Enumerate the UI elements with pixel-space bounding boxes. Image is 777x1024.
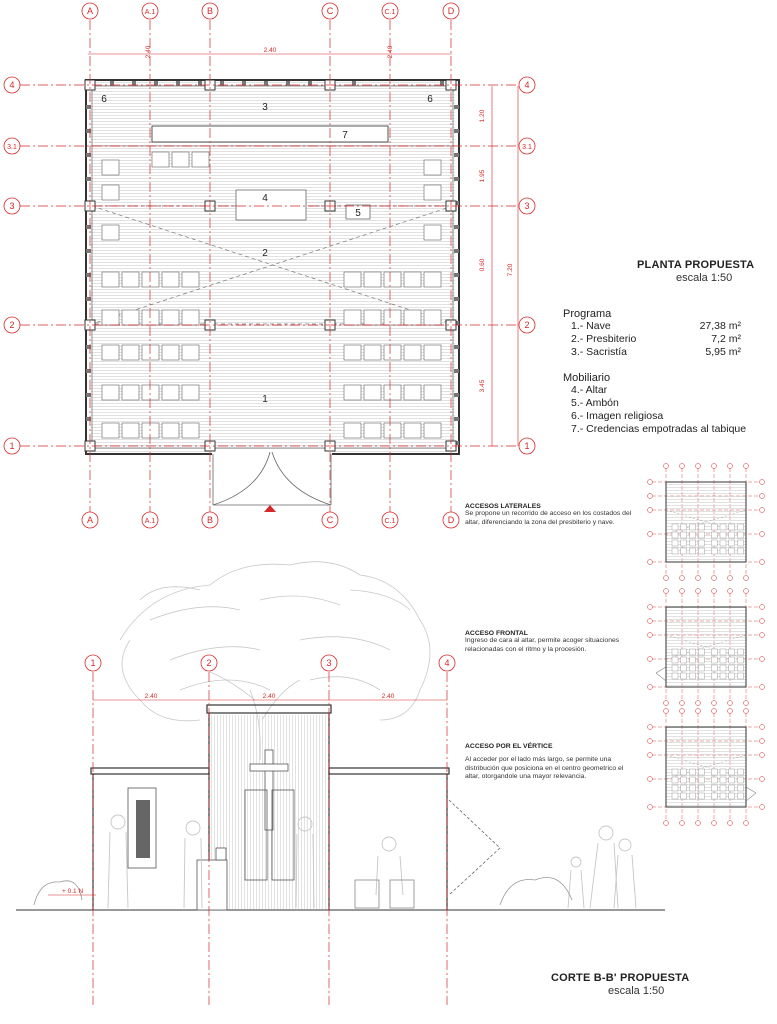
pew-seat: [122, 423, 139, 438]
entrance-doors: [213, 452, 331, 505]
pew-seat: [102, 423, 119, 438]
pew-seat: [102, 345, 119, 360]
pew-seat: [122, 385, 139, 400]
mini-plan: [648, 464, 765, 581]
pew-seat: [404, 272, 421, 287]
axis-label: D: [447, 6, 455, 16]
credence-shelf: [152, 126, 388, 142]
mini-plan: [648, 709, 765, 826]
pew-seat: [404, 385, 421, 400]
axis-label: 2: [524, 320, 530, 330]
plan-scale: escala 1:50: [676, 272, 733, 284]
pew-seat: [102, 185, 119, 200]
pew-seat: [344, 423, 361, 438]
section-drawing: [16, 562, 665, 910]
pew-seat: [384, 310, 401, 325]
dim-total-label: 7.20: [507, 263, 514, 277]
furniture-item: 4.- Altar: [571, 384, 608, 396]
axis-label: 3: [9, 201, 15, 211]
pew-seat: [102, 272, 119, 287]
wall-stud: [454, 177, 459, 181]
pew-seat: [102, 160, 119, 175]
pew-seat: [162, 423, 179, 438]
axis-label: 3: [326, 658, 332, 668]
axis-label: A: [86, 515, 94, 525]
furniture-item: 6.- Imagen religiosa: [571, 410, 664, 422]
wall-stud: [454, 105, 459, 109]
axis-label: 1: [524, 441, 530, 451]
program-item: 2.- Presbiterio 7,2 m²: [571, 333, 741, 345]
dim-label: 2.40: [381, 693, 395, 700]
axis-label: 1: [90, 658, 96, 668]
room-number: 6: [427, 94, 433, 105]
pew-seat: [162, 272, 179, 287]
pew-seat: [364, 310, 381, 325]
pew-seat: [364, 423, 381, 438]
room-number: 6: [101, 94, 107, 105]
pew-seat: [172, 152, 189, 167]
people-silhouettes: [108, 815, 636, 908]
pew-seat: [192, 152, 209, 167]
axis-label: 2: [206, 658, 212, 668]
section-axis-labels: [85, 655, 455, 671]
pew-seat: [162, 345, 179, 360]
dim-label: 3.45: [479, 379, 486, 393]
pew-seat: [384, 272, 401, 287]
wall-stud: [454, 129, 459, 133]
room-number: 2: [262, 248, 268, 259]
pew-seat: [102, 225, 119, 240]
pew-seat: [142, 345, 159, 360]
axis-label: A.1: [144, 518, 156, 525]
side-entrance: [449, 800, 500, 895]
axis-label: A: [86, 6, 94, 16]
pew-seat: [182, 345, 199, 360]
floor-plan: [85, 80, 459, 512]
wall-stud: [454, 225, 459, 229]
access-option-plans: [648, 464, 765, 826]
axis-label: C: [326, 6, 334, 16]
pew-seat: [424, 185, 441, 200]
room-number: 1: [262, 394, 268, 405]
pew-seat: [384, 385, 401, 400]
option-note: [465, 630, 637, 654]
axis-label: D: [447, 515, 455, 525]
axis-label: 2: [9, 320, 15, 330]
wall-stud: [454, 369, 459, 373]
axis-label: A.1: [144, 9, 156, 16]
pew-seat: [182, 272, 199, 287]
pew-seat: [424, 160, 441, 175]
door-opening: [212, 450, 332, 458]
pew-seat: [424, 272, 441, 287]
pew-seat: [152, 152, 169, 167]
pew-seat: [404, 345, 421, 360]
altar: [236, 190, 306, 220]
pew-seat: [162, 385, 179, 400]
option-title: ACCESOS LATERALES: [465, 503, 541, 510]
pew-seat: [182, 385, 199, 400]
axis-label: C.1: [384, 9, 396, 16]
dim-label: 2.40: [145, 45, 152, 59]
wall-stud: [454, 249, 459, 253]
axis-label: 3.1: [522, 144, 532, 151]
pew-seat: [424, 345, 441, 360]
axis-label: 3: [524, 201, 530, 211]
pew-seat: [344, 310, 361, 325]
entrance-arrow-icon: [264, 505, 276, 512]
axis-label: B: [206, 515, 214, 525]
wall-stud: [454, 273, 459, 277]
option-title: ACCESO POR EL VÉRTICE: [465, 743, 553, 750]
pew-seat: [364, 345, 381, 360]
axis-label: C.1: [384, 518, 396, 525]
pew-seat: [364, 385, 381, 400]
pew-seat: [384, 423, 401, 438]
wall-stud: [454, 153, 459, 157]
level-marker: + 0.1 N: [62, 888, 84, 895]
pew-seat: [102, 385, 119, 400]
section-title: CORTE B-B' PROPUESTA: [551, 972, 690, 984]
pew-seat: [182, 423, 199, 438]
program-item: 1.- Nave 27,38 m²: [571, 320, 741, 332]
dim-label: 1.20: [479, 109, 486, 123]
pew-seat: [142, 310, 159, 325]
axis-label: 3.1: [7, 144, 17, 151]
dim-label: 1.95: [479, 169, 486, 183]
axis-label: 4: [524, 80, 530, 90]
room-number: 4: [262, 193, 268, 204]
plan-title: PLANTA PROPUESTA: [637, 259, 755, 271]
pew-seat: [404, 310, 421, 325]
pew-seat: [162, 310, 179, 325]
section-scale: escala 1:50: [608, 985, 665, 997]
wall-stud: [454, 297, 459, 301]
dim-label: 2.40: [387, 45, 394, 59]
pew-seat: [122, 345, 139, 360]
pew-seat: [424, 225, 441, 240]
wall-stud: [454, 417, 459, 421]
program-item: 3.- Sacristía 5,95 m²: [571, 346, 741, 358]
furniture-block: [563, 372, 746, 436]
option-body: Ingreso de cara al altar, permite acoger situaciones relacionadas con el ritmo y la procesión.: [465, 637, 620, 653]
option-note: [465, 743, 637, 782]
pew-seat: [182, 310, 199, 325]
dim-label: 2.40: [262, 693, 276, 700]
room-number: 5: [355, 208, 361, 219]
axis-label: C: [326, 515, 334, 525]
pew-seat: [424, 310, 441, 325]
wall-stud: [454, 345, 459, 349]
wall-stud: [454, 393, 459, 397]
furniture-item: 5.- Ambón: [571, 397, 619, 409]
program-block: [563, 308, 741, 359]
pew-seat: [404, 423, 421, 438]
mini-plan: [648, 589, 765, 706]
dim-label: 2.40: [144, 693, 158, 700]
option-body: Al acceder por el lado más largo, se permite una distribución que posiciona en el centro geometrico el altar, otorgandole una mayor relevancia.: [465, 756, 624, 781]
pew-seat: [122, 310, 139, 325]
pew-seat: [142, 385, 159, 400]
pew-seat: [344, 345, 361, 360]
pew-seat: [142, 272, 159, 287]
pew-seat: [344, 385, 361, 400]
axis-label: B: [206, 6, 214, 16]
room-number: 3: [262, 102, 268, 113]
axis-label: 4: [444, 658, 450, 668]
dim-label: 2.40: [263, 47, 277, 54]
option-body: Se propone un recorrido de acceso en los costados del altar, diferenciando la zona del presbiterio y nave.: [465, 510, 632, 526]
axis-label: 4: [9, 80, 15, 90]
dim-label: 0.60: [479, 258, 486, 272]
room-number: 7: [342, 130, 348, 141]
pew-seat: [364, 272, 381, 287]
building-section: [16, 705, 665, 910]
pew-seat: [384, 345, 401, 360]
program-heading: Programa: [563, 308, 612, 320]
benches: [355, 880, 414, 908]
option-title: ACCESO FRONTAL: [465, 630, 528, 637]
pew-seat: [344, 272, 361, 287]
furniture-heading: Mobiliario: [563, 372, 611, 384]
furniture-item: 7.- Credencias empotradas al tabique: [571, 423, 747, 435]
pew-seat: [122, 272, 139, 287]
option-note: [465, 503, 637, 527]
pew-seat: [424, 385, 441, 400]
pew-seat: [142, 423, 159, 438]
pew-seat: [102, 310, 119, 325]
pew-seat: [424, 423, 441, 438]
axis-label: 1: [9, 441, 15, 451]
